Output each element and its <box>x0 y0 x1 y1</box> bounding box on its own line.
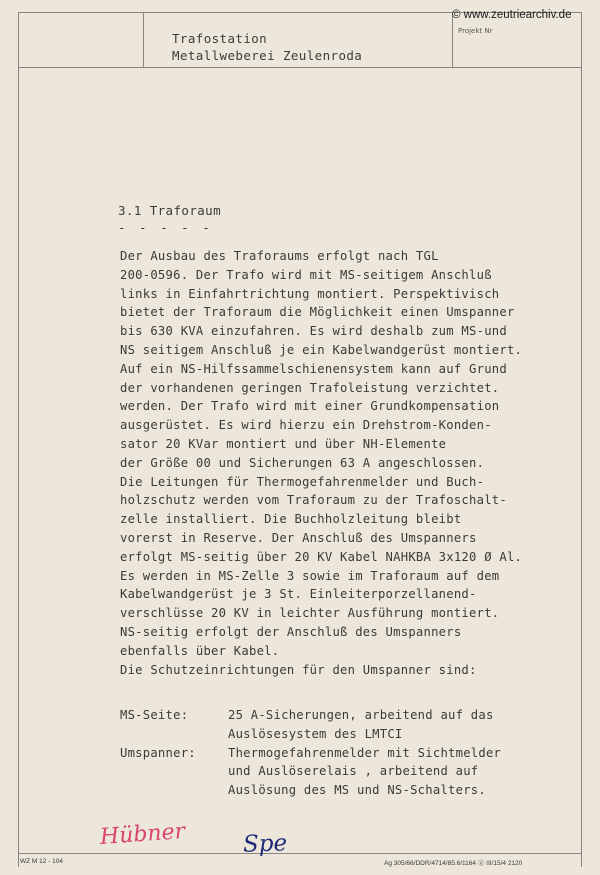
text-line: sator 20 KVar montiert und über NH-Elemente <box>120 436 447 451</box>
protection-term: MS-Seite: <box>120 708 189 722</box>
text-line: erfolgt MS-seitig über 20 KV Kabel NAHKBA 3x120 Ø Al. <box>120 549 523 564</box>
signature-red: Hübner <box>99 819 186 850</box>
project-number-label: Projekt Nr <box>458 27 493 35</box>
footer-form-number: WZ M 12 - 104 <box>20 858 63 865</box>
text-line: Auf ein NS-Hilfssammelschienensystem kann auf Grund <box>120 361 507 376</box>
text-line: zelle installiert. Die Buchholzleitung bleibt <box>120 512 462 527</box>
text-line: links in Einfahrtrichtung montiert. Perspektivisch <box>120 286 500 301</box>
protection-description: Thermogefahrenmelder mit Sichtmelder und Auslöserelais , arbeitend auf Auslösung des MS und NS-Schalters. <box>228 745 502 798</box>
header-divider-left <box>143 12 144 68</box>
text-line: der vorhandenen geringen Trafoleistung verzichtet. <box>120 380 500 395</box>
header-title <box>172 30 362 64</box>
footer-top-line <box>18 853 582 854</box>
protection-description: 25 A-Sicherungen, arbeitend auf das Auslösesystem des LMTCI <box>228 708 494 741</box>
text-line: Die Leitungen für Thermogefahrenmelder und Buch- <box>120 474 485 489</box>
header-line-2: Metallweberei Zeulenroda <box>172 48 363 63</box>
protection-list <box>120 706 560 800</box>
text-line: vorerst in Reserve. Der Anschluß des Umspanners <box>120 530 477 545</box>
header-line-1: Trafostation <box>172 31 268 46</box>
body-paragraph <box>120 247 560 679</box>
header-bottom-line <box>18 67 582 68</box>
text-line: ausgerüstet. Es wird hierzu ein Drehstrom-Konden- <box>120 418 492 433</box>
section-title-underline: - - - - - <box>118 220 213 235</box>
text-line: 200-0596. Der Trafo wird mit MS-seitigem Anschluß <box>120 267 492 282</box>
text-line: bis 630 KVA einzufahren. Es wird deshalb zum MS-und <box>120 324 507 339</box>
section-title: 3.1 Traforaum <box>118 203 222 218</box>
text-line: Kabelwandgerüst je 3 St. Einleiterporzellanend- <box>120 587 477 602</box>
protection-row <box>120 706 560 744</box>
text-line: Der Ausbau des Traforaums erfolgt nach TGL <box>120 249 439 263</box>
text-line: Die Schutzeinrichtungen für den Umspanner sind: <box>120 662 477 677</box>
text-line: NS seitigem Anschluß je ein Kabelwandgerüst montiert. <box>120 342 523 357</box>
text-line: der Größe 00 und Sicherungen 63 A angeschlossen. <box>120 455 485 470</box>
frame-left-line <box>18 12 19 867</box>
footer-print-code: Ag 305/66/DDR/4714/85.6/1164 ⓖ III/15/4 2120 <box>384 860 523 867</box>
protection-term: Umspanner: <box>120 745 196 760</box>
text-line: verschlüsse 20 KV in leichter Ausführung montiert. <box>120 606 500 621</box>
text-line: holzschutz werden vom Traforaum zu der Trafoschalt- <box>120 493 507 508</box>
watermark: © www.zeutriearchiv.de <box>452 9 572 21</box>
protection-row <box>120 744 560 800</box>
text-line: ebenfalls über Kabel. <box>120 643 280 658</box>
frame-right-line <box>581 12 582 867</box>
text-line: werden. Der Trafo wird mit einer Grundkompensation <box>120 399 500 414</box>
text-line: bietet der Traforaum die Möglichkeit einen Umspanner <box>120 305 515 320</box>
text-line: Es werden in MS-Zelle 3 sowie im Traforaum auf dem <box>120 568 500 583</box>
signature-blue: Spe <box>242 830 288 858</box>
text-line: NS-seitig erfolgt der Anschluß des Umspanners <box>120 624 462 639</box>
